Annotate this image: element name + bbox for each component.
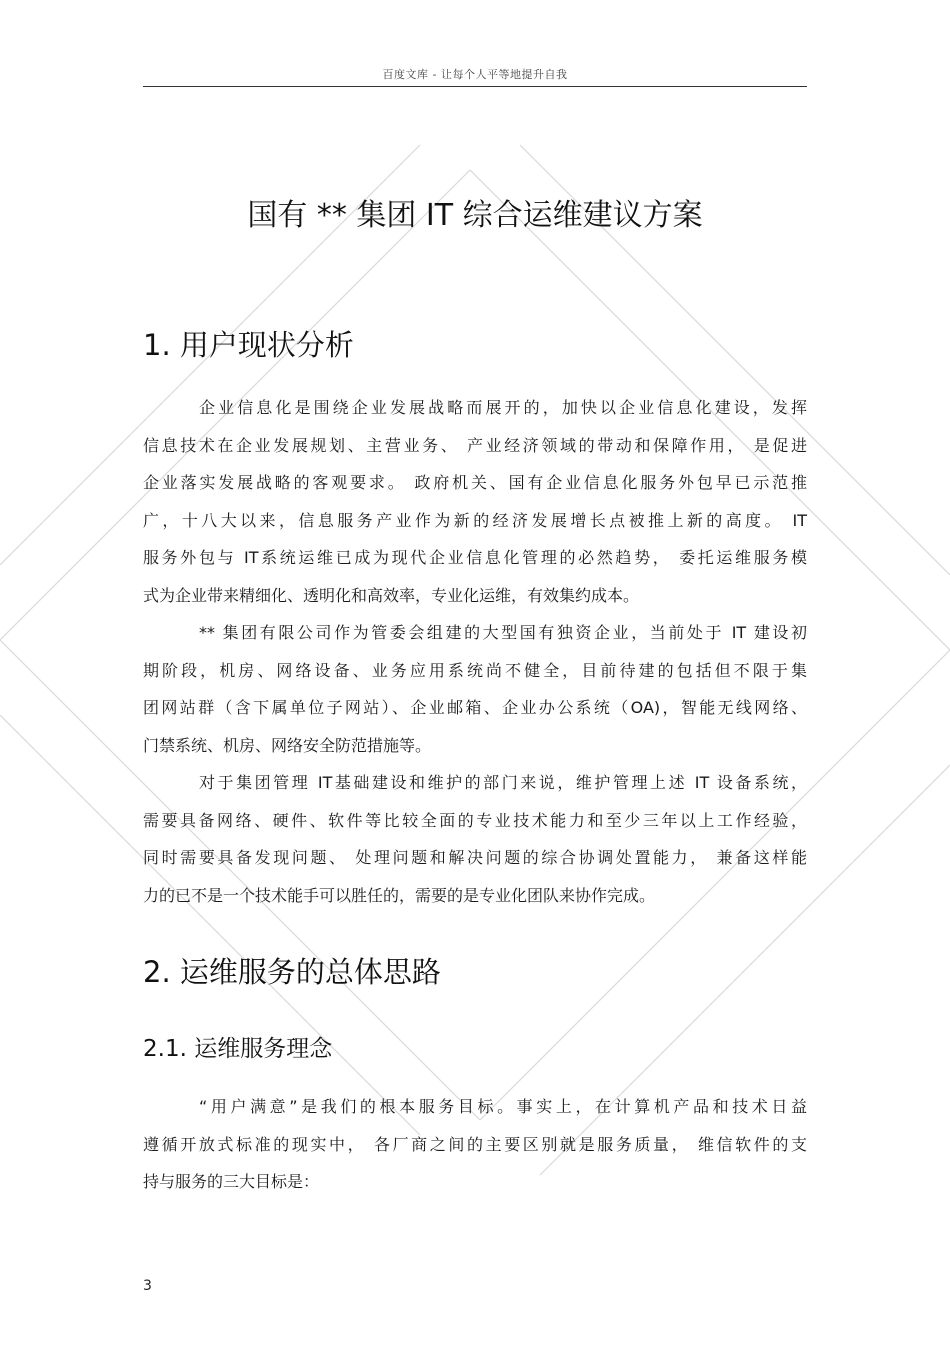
section-2-1-heading: 2.1. 运维服务理念 [143,1036,333,1062]
text-line: 团网站群（含下属单位子网站）、企业邮箱、企业办公系统（OA)，智能无线网络、 [143,698,807,717]
text-line: 对于集团管理 IT基础建设和维护的部门来说，维护管理上述 IT 设备系统， [199,773,807,792]
text-line: 持与服务的三大目标是： [143,1172,320,1191]
document-title: 国有 ** 集团 IT 综合运维建议方案 [247,198,703,233]
text-line: 同时需要具备发现问题、 处理问题和解决问题的综合协调处置能力， 兼备这样能 [143,848,807,867]
section-1-paragraph-1 [143,389,807,614]
text-line: 广，十八大以来，信息服务产业作为新的经济发展增长点被推上新的高度。 IT [143,510,807,530]
section-1-paragraph-3 [143,764,807,914]
page-header: 百度文库 - 让每个人平等地提升自我 [382,68,568,81]
section-1-paragraph-2 [143,614,807,764]
section-1-heading: 1. 用户现状分析 [143,328,354,362]
text-line: 企业信息化是围绕企业发展战略而展开的，加快以企业信息化建设，发挥 [199,398,807,417]
text-line: 式为企业带来精细化、透明化和高效率，专业化运维，有效集约成本。 [143,585,640,605]
text-line: 需要具备网络、硬件、软件等比较全面的专业技术能力和至少三年以上工作经验， [143,810,807,830]
text-line: “用户满意”是我们的根本服务目标。事实上，在计算机产品和技术日益 [199,1097,807,1116]
section-2-heading: 2. 运维服务的总体思路 [143,955,441,989]
text-line: 力的已不是一个技术能手可以胜任的，需要的是专业化团队来协作完成。 [143,885,656,905]
text-line: 门禁系统、机房、网络安全防范措施等。 [143,735,432,755]
text-line: 信息技术在企业发展规划、主营业务、 产业经济领域的带动和保障作用， 是促进 [143,435,807,455]
page-number: 3 [143,1278,152,1294]
section-2-1-paragraph [143,1088,807,1201]
header-divider [143,86,807,87]
text-line: 企业落实发展战略的客观要求。 政府机关、国有企业信息化服务外包早已示范推 [143,473,807,492]
text-line: 服务外包与 IT系统运维已成为现代企业信息化管理的必然趋势， 委托运维服务模 [143,548,807,567]
text-line: 遵循开放式标准的现实中， 各厂商之间的主要区别就是服务质量， 维信软件的支 [143,1134,807,1154]
text-line: ** 集团有限公司作为管委会组建的大型国有独资企业，当前处于 IT 建设初 [199,623,807,642]
text-line: 期阶段，机房、网络设备、业务应用系统尚不健全，目前待建的包括但不限于集 [143,660,807,680]
